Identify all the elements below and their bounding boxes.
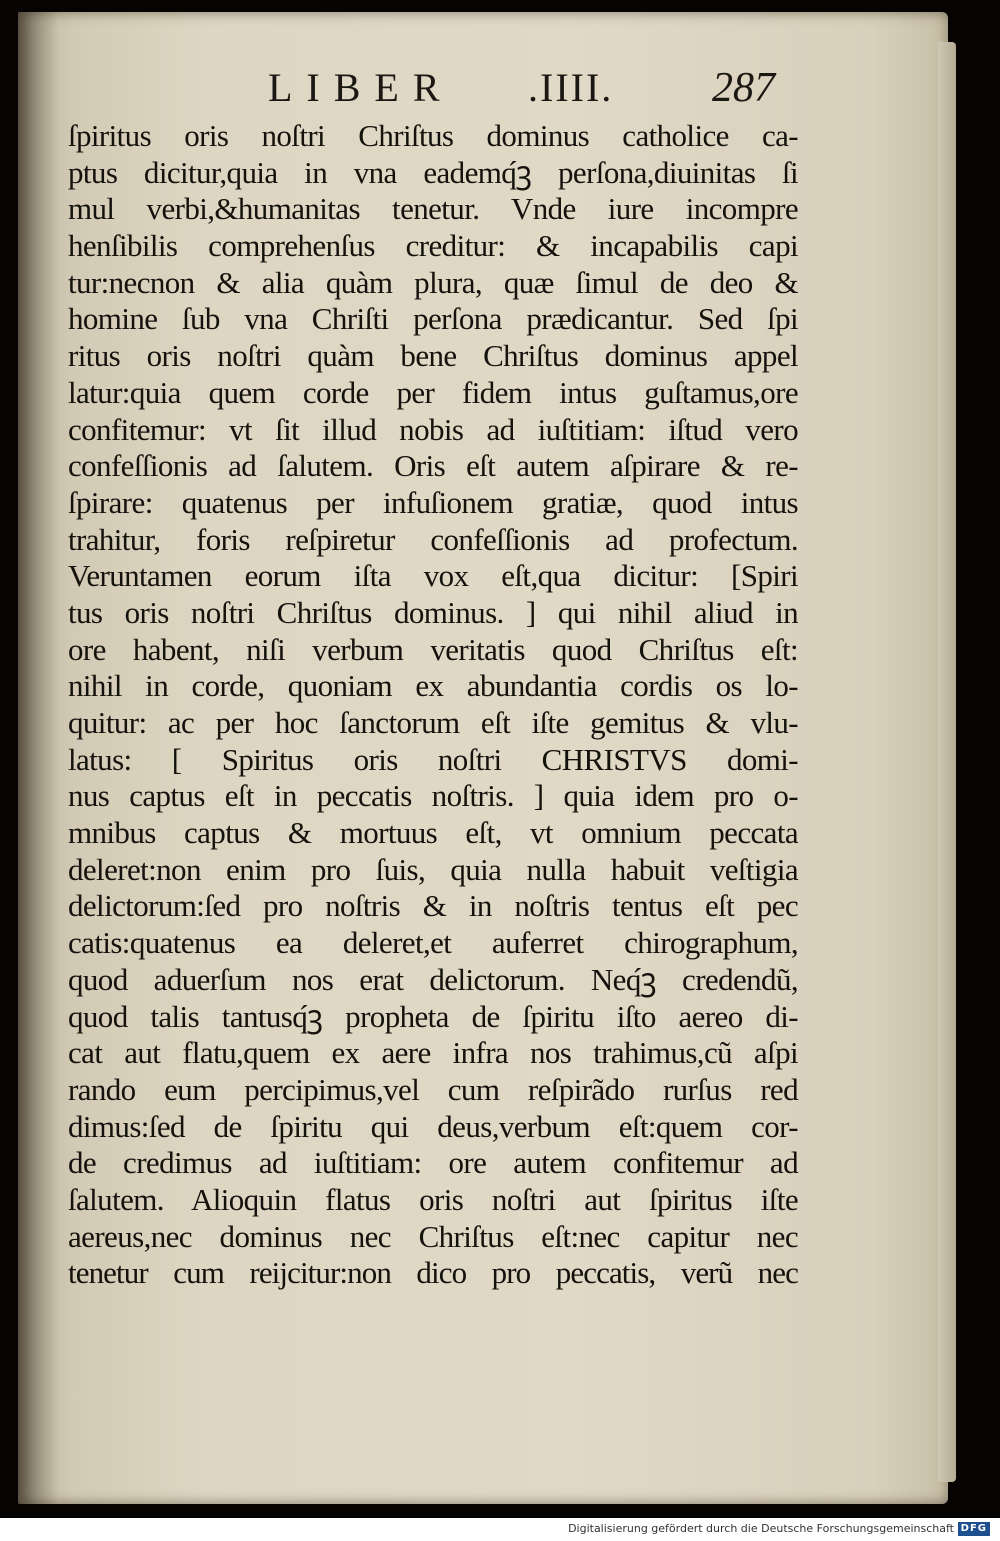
running-book-number: .IIII. <box>528 65 614 110</box>
book-page <box>18 12 948 1504</box>
text-line: mnibus captus & mortuus eſt, vt omnium peccata <box>68 815 798 851</box>
text-line: dimus:ſed de ſpiritu qui deus,verbum eſt:quem cor- <box>68 1108 798 1144</box>
text-line: cat aut flatu,quem ex aere infra nos trahimus,cũ aſpi <box>68 1035 798 1071</box>
text-line: trahitur, foris reſpiretur confeſſionis ad profectum. <box>68 521 798 557</box>
text-line: catis:quatenus ea deleret,et auferret chirographum, <box>68 925 798 961</box>
text-line: quod talis tantusq́ꝫ propheta de ſpiritu iſto aereo di- <box>68 998 798 1034</box>
footer-bar <box>0 1518 1000 1541</box>
text-line: tenetur cum reijcitur:non dico pro peccatis, verũ nec <box>68 1255 798 1291</box>
text-line: delictorum:ſed pro noſtris & in noſtris tentus eſt pec <box>68 888 798 924</box>
text-line: nihil in corde, quoniam ex abundantia cordis os lo- <box>68 668 798 704</box>
gutter-shadow <box>18 12 58 1504</box>
text-line: rando eum percipimus,vel cum reſpirãdo rurſus red <box>68 1071 798 1107</box>
text-line: tus oris noſtri Chriſtus dominus. ] qui nihil aliud in <box>68 594 798 630</box>
text-line: ptus dicitur,quia in vna eademq́ꝫ perſona,diuinitas ſi <box>68 154 798 190</box>
text-line: ſpirare: quatenus per infuſionem gratiæ, quod intus <box>68 484 798 520</box>
text-line: latur:quia quem corde per fidem intus guſtamus,ore <box>68 374 798 410</box>
running-head <box>18 64 948 112</box>
text-line: latus: [ Spiritus oris noſtri CHRISTVS domi- <box>68 741 798 777</box>
text-line: henſibilis comprehenſus creditur: & incapabilis capi <box>68 228 798 264</box>
text-line: mul verbi,&humanitas tenetur. Vnde iure incompre <box>68 191 798 227</box>
text-line: ritus oris noſtri quàm bene Chriſtus dominus appel <box>68 338 798 374</box>
text-line: ſalutem. Alioquin flatus oris noſtri aut ſpiritus iſte <box>68 1181 798 1217</box>
text-line: Veruntamen eorum iſta vox eſt,qua dicitur: [Spiri <box>68 558 798 594</box>
text-line: aereus,nec dominus nec Chriſtus eſt:nec capitur nec <box>68 1218 798 1254</box>
body-text <box>68 118 798 1292</box>
text-line: quod aduerſum nos erat delictorum. Neq́ꝫ credendũ, <box>68 961 798 997</box>
text-line: confeſſionis ad ſalutem. Oris eſt autem aſpirare & re- <box>68 448 798 484</box>
text-line: deleret:non enim pro ſuis, quia nulla habuit veſtigia <box>68 851 798 887</box>
text-line: tur:necnon & alia quàm plura, quæ ſimul de deo & <box>68 264 798 300</box>
dfg-logo: DFG <box>958 1522 990 1536</box>
text-line: quitur: ac per hoc ſanctorum eſt iſte gemitus & vlu- <box>68 705 798 740</box>
page-number: 287 <box>712 65 775 111</box>
text-line: de credimus ad iuſtitiam: ore autem confitemur ad <box>68 1145 798 1181</box>
text-line: ore habent, niſi verbum veritatis quod Chriſtus eſt: <box>68 631 798 667</box>
text-line: nus captus eſt in peccatis noſtris. ] quia idem pro o- <box>68 778 798 814</box>
page-edge <box>938 42 956 1482</box>
funding-credit: Digitalisierung gefördert durch die Deutsche Forschungsgemeinschaft <box>568 1522 954 1535</box>
text-line: confitemur: vt ſit illud nobis ad iuſtitiam: iſtud vero <box>68 411 798 447</box>
text-line: homine ſub vna Chriſti perſona prædicantur. Sed ſpi <box>68 301 798 337</box>
running-title: LIBER <box>268 65 454 110</box>
text-line: ſpiritus oris noſtri Chriſtus dominus catholice ca- <box>68 118 798 153</box>
